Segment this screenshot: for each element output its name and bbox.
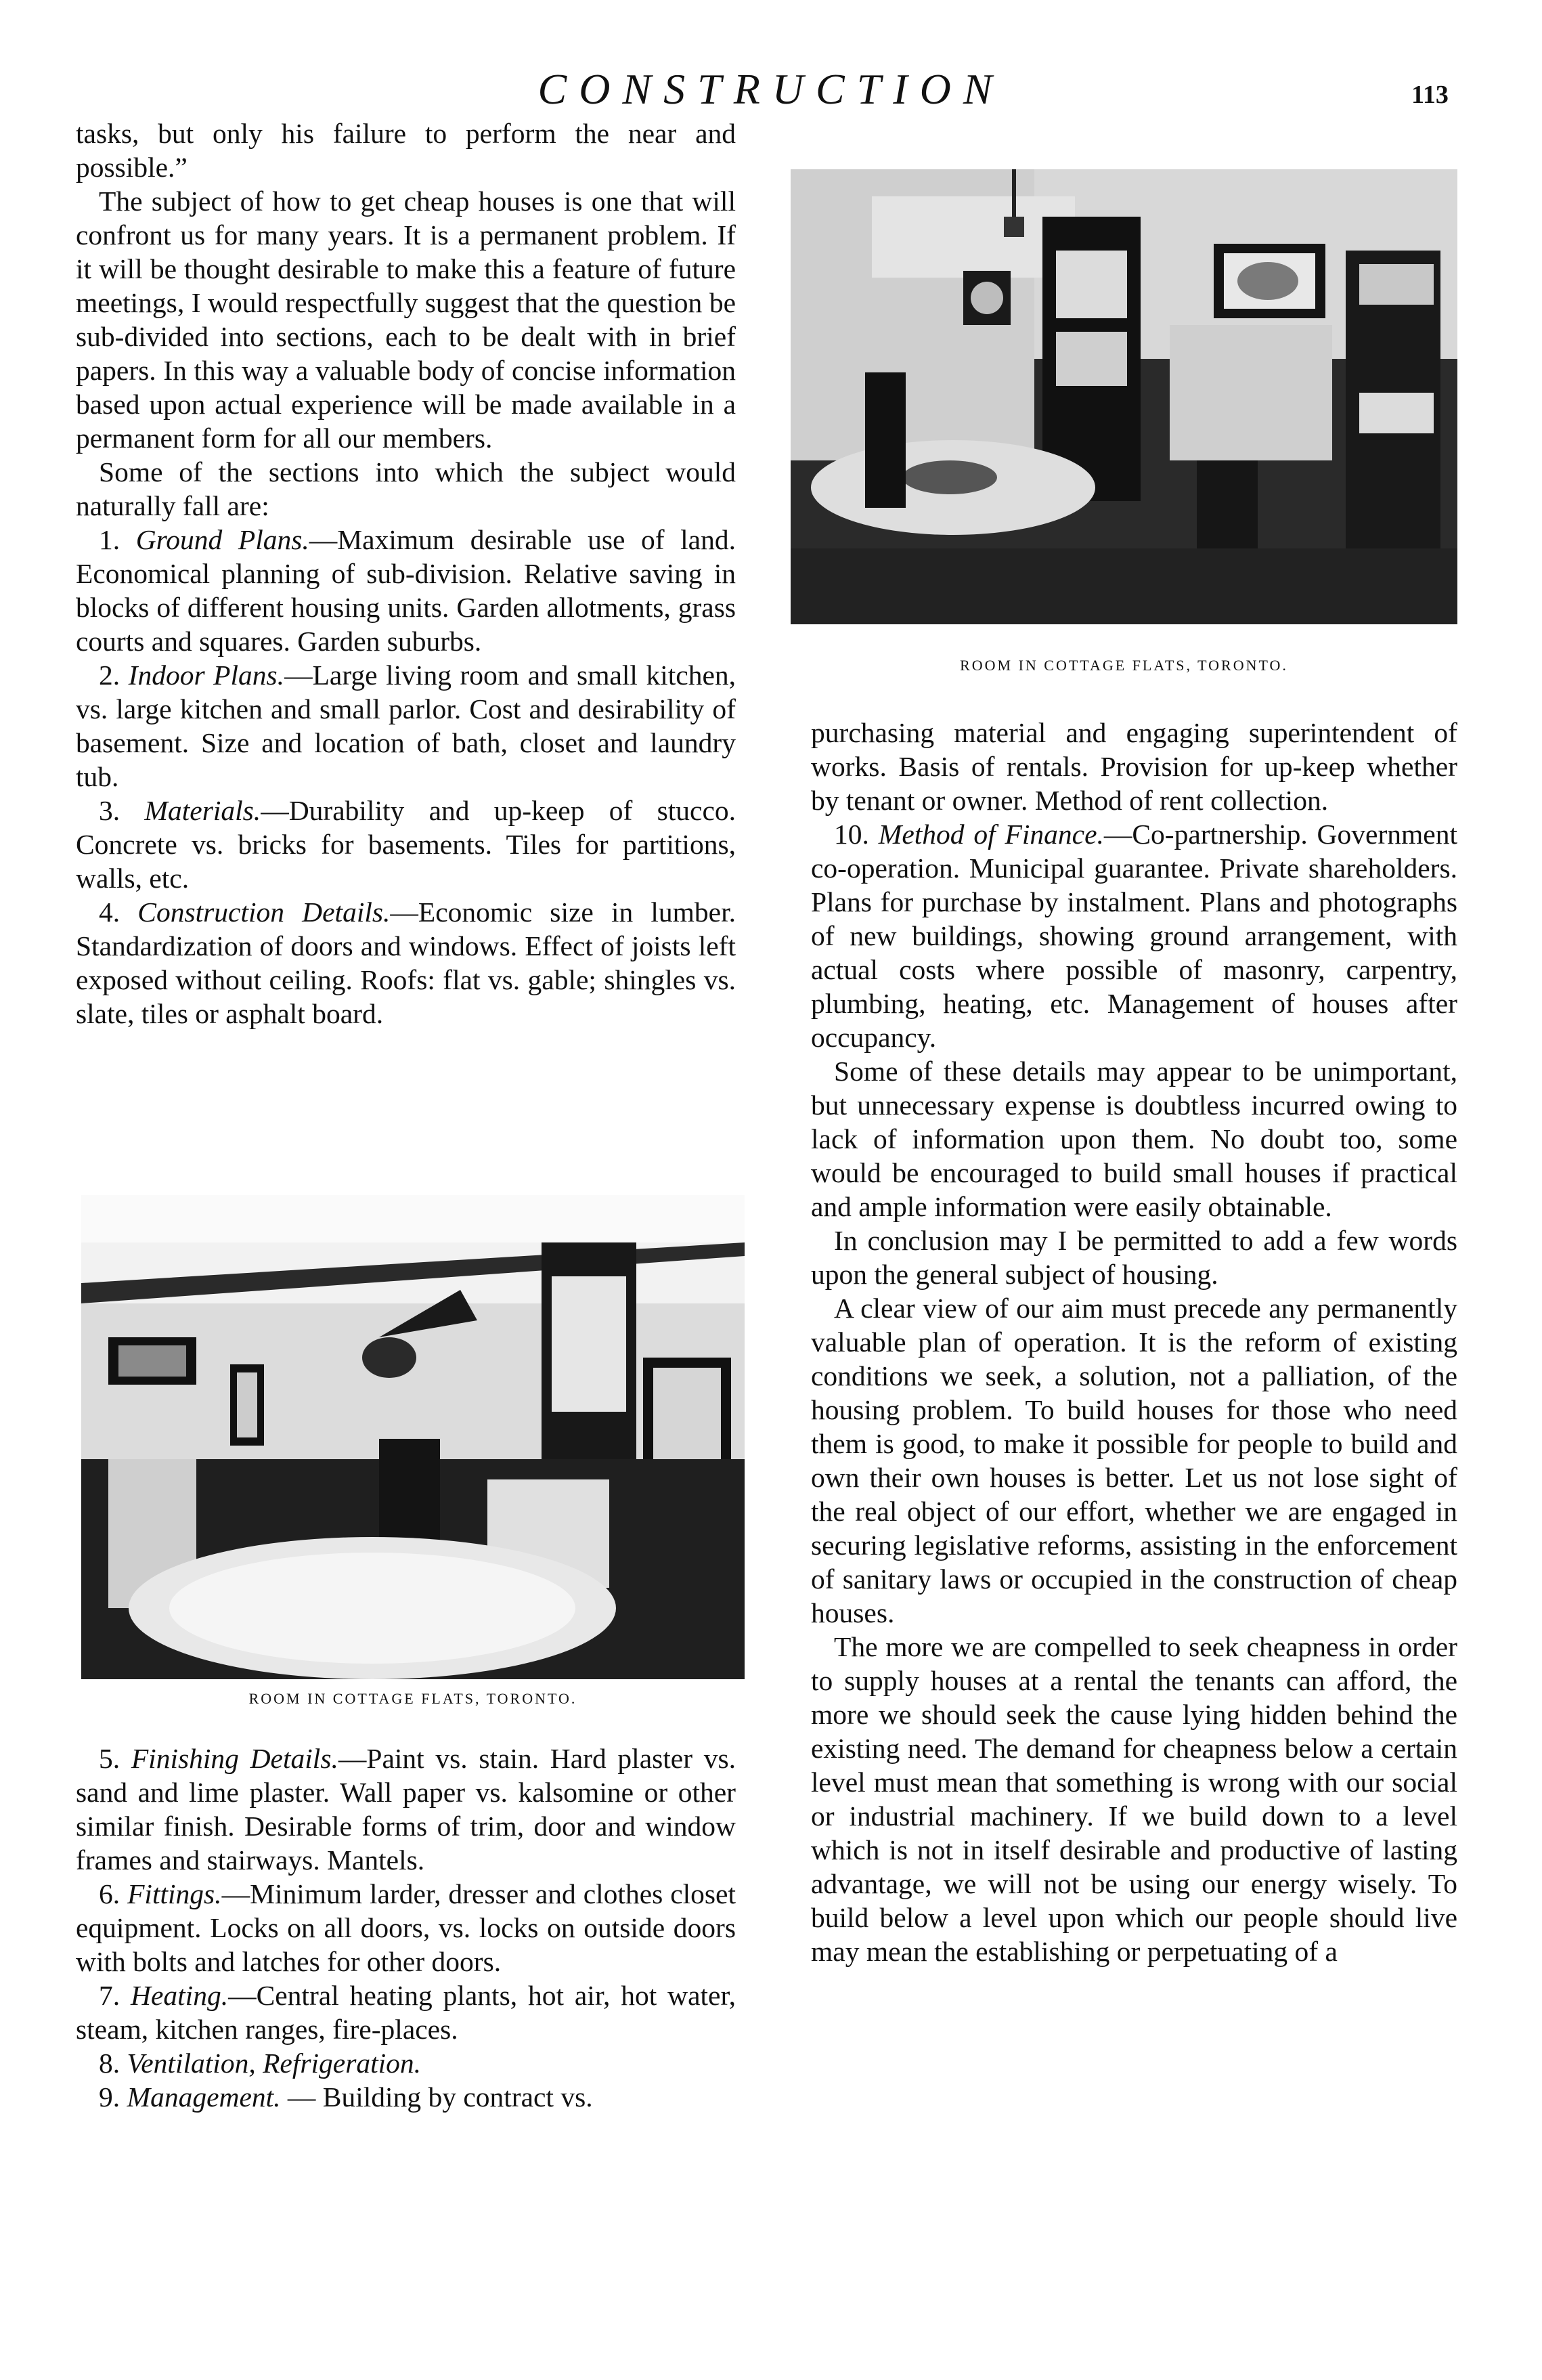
photo-caption: ROOM IN COTTAGE FLATS, TORONTO. bbox=[960, 657, 1288, 674]
list-item: 8. Ventilation, Refrigeration. bbox=[99, 2048, 422, 2079]
photo-dining-room bbox=[791, 169, 1457, 624]
list-item-heading: Finishing Details. bbox=[131, 1743, 338, 1774]
list-item-heading: Management. bbox=[127, 2081, 281, 2113]
paragraph: Some of these details may appear to be unimportant, but unnecessary expense is doubtless incurred owing to lack of information upon them. No doubt too, some would be encouraged to build small houses if practical and ample information were easily obtainable. bbox=[811, 1056, 1457, 1222]
list-item-heading: Construction Details. bbox=[137, 896, 391, 928]
list-item: 5. Finishing Details.—Paint vs. stain. Hard plaster vs. sand and lime plaster. Wall paper vs. kalsomine or other similar finish. Desirable forms of trim, door and window frames and stairways. Mantels. bbox=[76, 1743, 736, 1876]
paragraph: The more we are compelled to seek cheapness in order to supply houses at a rental the tenants can afford, the more we should seek the cause lying hidden behind the existing need. The demand for cheapness below a certain level must mean that something is wrong with our social or industrial machinery. If we build down to a level which is not in itself desirable and productive of lasting advantage, we will not be using our energy wisely. To build below a level upon which our people should live may mean the establishing or perpetuating of a bbox=[811, 1631, 1457, 1967]
list-item: 2. Indoor Plans.—Large living room and small kitchen, vs. large kitchen and small parlor. Cost and desirability of basement. Size and location of bath, closet and laundry tub. bbox=[76, 659, 736, 792]
paragraph: purchasing material and engaging superintendent of works. Basis of rentals. Provision for up-keep whether by tenant or owner. Method of rent collection. bbox=[811, 717, 1457, 816]
left-column-upper bbox=[76, 116, 736, 1031]
left-column-lower bbox=[76, 1741, 736, 2114]
page-number: 113 bbox=[1411, 81, 1449, 109]
list-item: 7. Heating.—Central heating plants, hot air, hot water, steam, kitchen ranges, fire-places. bbox=[76, 1980, 736, 2045]
list-item: 4. Construction Details.—Economic size in lumber. Standardization of doors and windows. Effect of joists left exposed without ceiling. Roofs: flat vs. gable; shingles vs. slate, tiles or asphalt board. bbox=[76, 896, 736, 1029]
list-item-heading: Ground Plans. bbox=[135, 524, 309, 555]
list-item-heading: Method of Finance. bbox=[878, 819, 1104, 850]
paragraph: The subject of how to get cheap houses is one that will confront us for many years. It is a permanent problem. If it will be thought desirable to make this a feature of future meetings, I would respectfully suggest that the question be sub-divided into sections, each to be dealt with in brief papers. In this way a valuable body of concise information based upon actual experience will be made available in a permanent form for all our members. bbox=[76, 186, 736, 454]
list-item: 6. Fittings.—Minimum larder, dresser and clothes closet equipment. Locks on all doors, vs. locks on outside doors with bolts and latches for other doors. bbox=[76, 1878, 736, 1977]
photo-living-room bbox=[81, 1195, 745, 1679]
photo-caption: ROOM IN COTTAGE FLATS, TORONTO. bbox=[248, 1690, 577, 1707]
list-item: 3. Materials.—Durability and up-keep of stucco. Concrete vs. bricks for basements. Tiles for partitions, walls, etc. bbox=[76, 795, 736, 894]
list-item: 1. Ground Plans.—Maximum desirable use of land. Economical planning of sub-division. Relative saving in blocks of different housing units. Garden allotments, grass courts and squares. Garden suburbs. bbox=[76, 524, 736, 657]
list-item-heading: Indoor Plans. bbox=[128, 659, 285, 691]
paragraph: tasks, but only his failure to perform the near and possible.” bbox=[76, 118, 736, 183]
list-item-heading: Heating. bbox=[131, 1980, 229, 2011]
photo-living-room-image bbox=[81, 1195, 745, 1679]
list-item-heading: Fittings. bbox=[127, 1878, 222, 1909]
list-item-heading: Materials. bbox=[144, 795, 261, 826]
right-column bbox=[811, 716, 1457, 1968]
list-item: 9. Management. — Building by contract vs. bbox=[99, 2081, 593, 2113]
paragraph: Some of the sections into which the subject would naturally fall are: bbox=[76, 456, 736, 521]
photo-dining-room-image bbox=[791, 169, 1457, 624]
list-item: 10. Method of Finance.—Co-partnership. Government co-operation. Municipal guarantee. Private shareholders. Plans for purchase by instalment. Plans and photographs of new buildings, showing ground arrangement, with actual costs where possible of masonry, carpentry, plumbing, heating, etc. Management of houses after occupancy. bbox=[811, 819, 1457, 1053]
running-head: CONSTRUCTION bbox=[537, 65, 1005, 113]
paragraph: A clear view of our aim must precede any permanently valuable plan of operation. It is the reform of existing conditions we seek, a solution, not a palliation, of the housing problem. To build houses for those who need them is good, to make it possible for people to build and own their own houses is better. Let us not lose sight of the real object of our effort, whether we are engaged in securing legislative reforms, assisting in the enforcement of sanitary laws or occupied in the construction of cheap houses. bbox=[811, 1293, 1457, 1628]
list-item-heading: Ventilation, Refrigeration. bbox=[127, 2048, 422, 2079]
paragraph: In conclusion may I be permitted to add a few words upon the general subject of housing. bbox=[811, 1225, 1457, 1290]
